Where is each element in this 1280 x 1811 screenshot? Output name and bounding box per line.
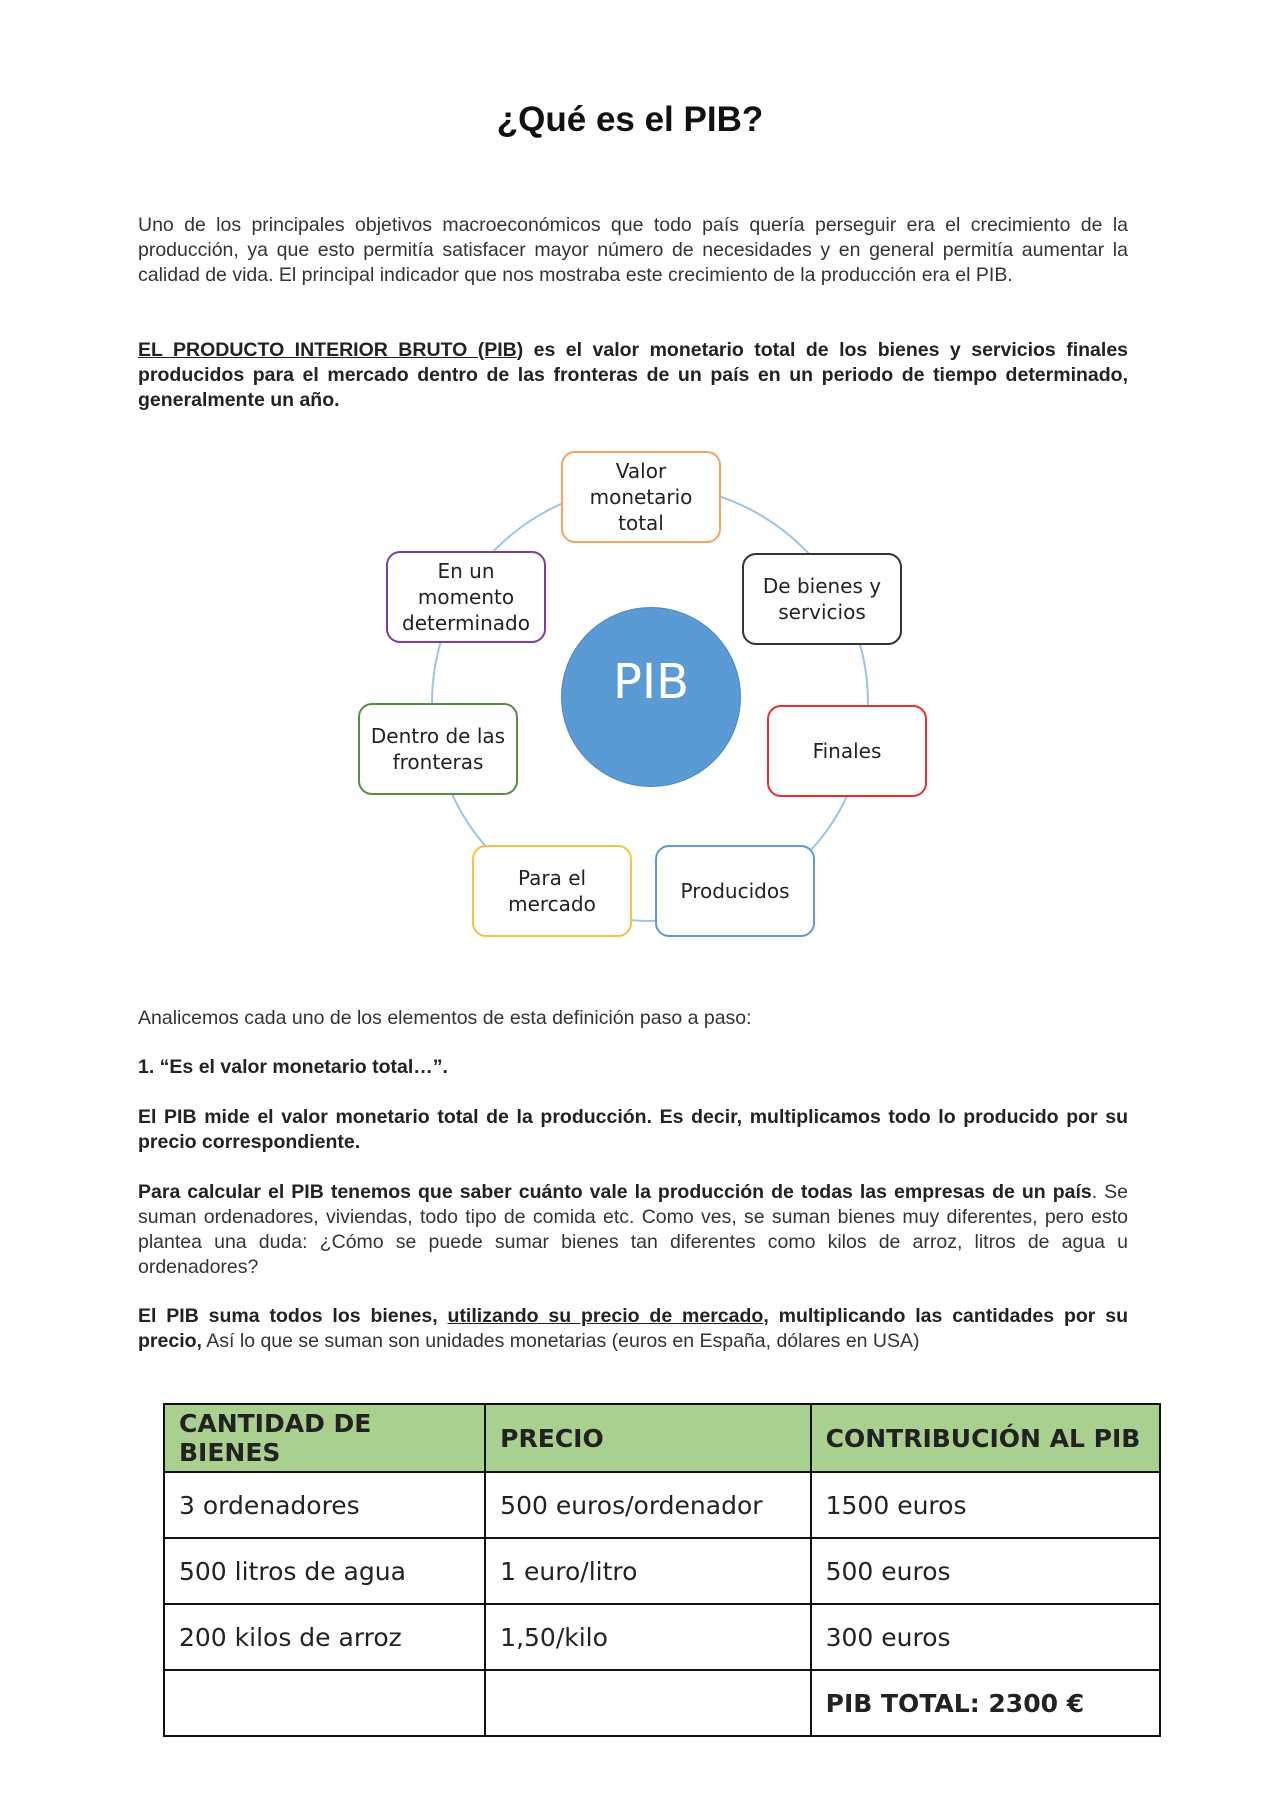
diagram-node-producidos: Producidos: [655, 845, 815, 937]
analysis-intro: Analicemos cada uno de los elementos de esta definición paso a paso:: [138, 1007, 752, 1029]
definition-paragraph: [138, 338, 1128, 413]
pib-diagram: [350, 445, 950, 955]
table-cell: 1500 euros: [811, 1472, 1160, 1538]
diagram-node-finales: Finales: [767, 705, 927, 797]
diagram-node-momento: En un momento determinado: [386, 551, 546, 643]
calc-bold: Para calcular el PIB tenemos que saber cuánto vale la producción de todas las empresas de un país: [138, 1181, 1092, 1203]
header-contribucion: CONTRIBUCIÓN AL PIB: [811, 1404, 1160, 1472]
sum-bold-1: El PIB suma todos los bienes,: [138, 1305, 448, 1327]
definition-term: EL PRODUCTO INTERIOR BRUTO (PIB: [138, 339, 517, 361]
diagram-center-pib: PIB: [561, 607, 741, 787]
table-row: [164, 1472, 1160, 1538]
pib-table: [163, 1403, 1161, 1737]
header-cantidad: CANTIDAD DE BIENES: [164, 1404, 485, 1472]
table-row: [164, 1604, 1160, 1670]
table-cell: 1,50/kilo: [485, 1604, 810, 1670]
table-cell: 500 litros de agua: [164, 1538, 485, 1604]
sum-paragraph: [138, 1304, 1128, 1354]
header-precio: PRECIO: [485, 1404, 810, 1472]
table-cell: 500 euros: [811, 1538, 1160, 1604]
pib-total: PIB TOTAL: 2300 €: [811, 1670, 1160, 1736]
point-1-explanation: El PIB mide el valor monetario total de la producción. Es decir, multiplicamos todo lo producido por su precio correspondiente.: [138, 1106, 1128, 1153]
sum-bold-2: , multiplicando las cantidades por su precio,: [138, 1305, 1128, 1352]
sum-underlined: utilizando su precio de mercado: [447, 1305, 764, 1327]
table-cell: 300 euros: [811, 1604, 1160, 1670]
table-cell: 500 euros/ordenador: [485, 1472, 810, 1538]
point-1-heading: 1. “Es el valor monetario total…”.: [138, 1056, 448, 1078]
table-cell: 3 ordenadores: [164, 1472, 485, 1538]
table-cell: 1 euro/litro: [485, 1538, 810, 1604]
table-cell: 200 kilos de arroz: [164, 1604, 485, 1670]
table-header-row: [164, 1404, 1160, 1472]
table-row: [164, 1538, 1160, 1604]
diagram-node-bienes: De bienes y servicios: [742, 553, 902, 645]
table-cell: [485, 1670, 810, 1736]
sum-rest: Así lo que se suman son unidades monetarias (euros en España, dólares en USA): [201, 1330, 920, 1352]
calc-rest: . Se suman ordenadores, viviendas, todo tipo de comida etc. Como ves, se suman bienes muy diferentes, pero esto plantea una duda: ¿Cómo se puede sumar bienes tan diferentes como kilos de arroz, litros de agua u ordenadores?: [138, 1181, 1129, 1278]
diagram-node-mercado: Para el mercado: [472, 845, 632, 937]
table-total-row: [164, 1670, 1160, 1736]
diagram-node-fronteras: Dentro de las fronteras: [358, 703, 518, 795]
intro-paragraph: Uno de los principales objetivos macroeconómicos que todo país quería perseguir era el crecimiento de la producción, ya que esto permitía satisfacer mayor número de necesidades y en general permitía aumentar la calidad de vida. El principal indicador que nos mostraba este crecimiento de la producción era el PIB.: [138, 214, 1128, 286]
page-title: ¿Qué es el PIB?: [496, 100, 764, 139]
table-cell: [164, 1670, 485, 1736]
definition-text: ) es el valor monetario total de los bienes y servicios finales producidos para el mercado dentro de las fronteras de un país en un periodo de tiempo determinado, generalmente un año.: [138, 339, 1129, 411]
calc-paragraph: [138, 1180, 1128, 1280]
diagram-node-valor: Valor monetario total: [561, 451, 721, 543]
